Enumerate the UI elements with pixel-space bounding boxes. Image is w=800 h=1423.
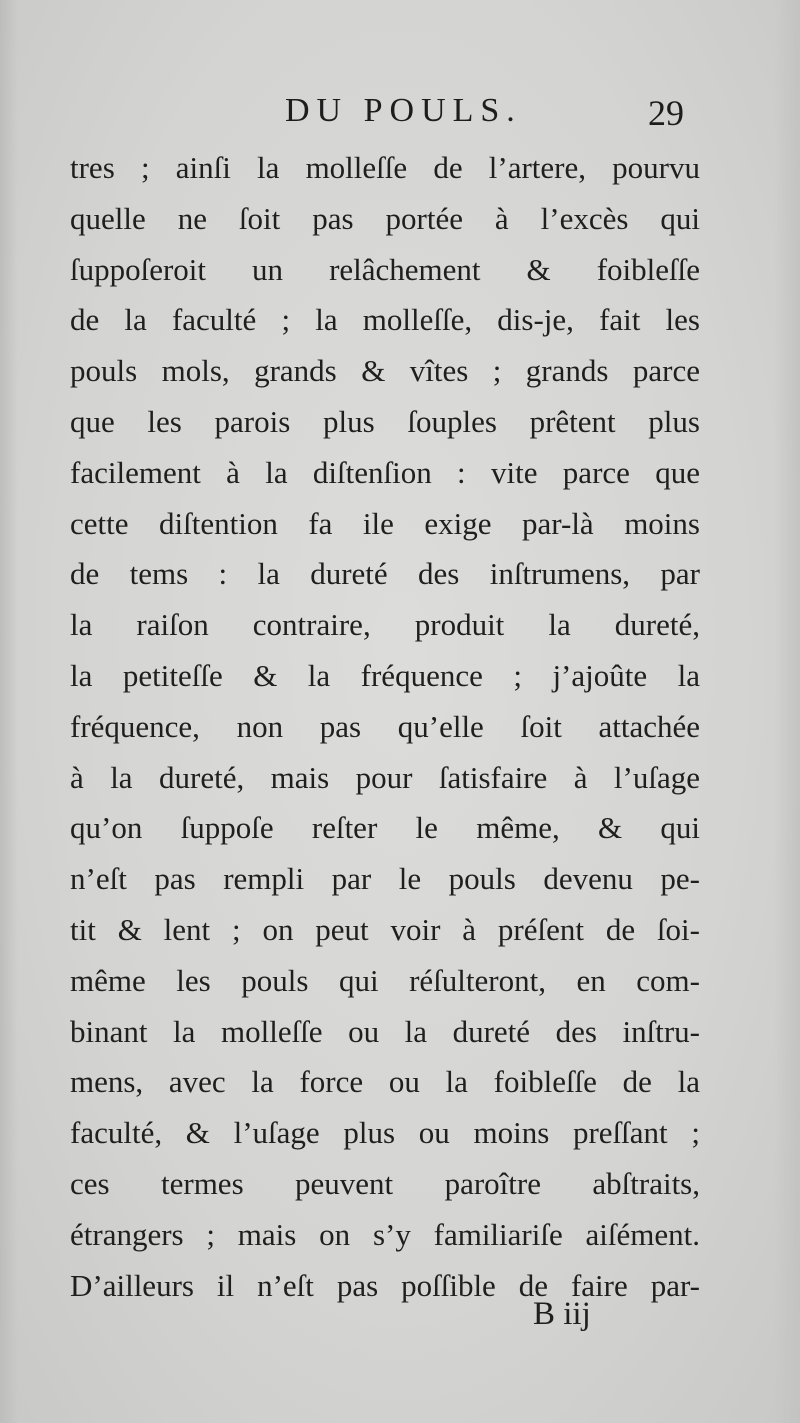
running-title: DU POULS.: [285, 92, 522, 129]
text-line: faculté, & l’uſage plus ou moins preſſant ;: [70, 1115, 700, 1151]
text-line: à la dureté, mais pour ſatisfaire à l’uſage: [70, 759, 700, 795]
text-line: qu’on ſuppoſe reſter le même, & qui: [70, 810, 700, 846]
text-line: pouls mols, grands & vîtes ; grands parce: [70, 353, 700, 389]
text-line: tres ; ainſi la molleſſe de l’artere, pourvu: [70, 150, 700, 185]
text-line: facilement à la diſtenſion : vite parce que: [70, 454, 700, 490]
text-line: la raiſon contraire, produit la dureté,: [70, 607, 700, 643]
text-line: ſuppoſeroit un relâchement & foibleſſe: [70, 251, 700, 287]
running-head: [0, 92, 800, 142]
body-text: [70, 143, 700, 1311]
text-line: mens, avec la force ou la foibleſſe de la: [70, 1064, 700, 1100]
page-edge-shadow-right: [774, 0, 800, 1423]
text-line: de tems : la dureté des inſtrumens, par: [70, 556, 700, 592]
text-line: que les parois plus ſouples prêtent plus: [70, 403, 700, 439]
text-line: étrangers ; mais on s’y familiariſe aiſément.: [70, 1216, 700, 1252]
text-line: tit & lent ; on peut voir à préſent de ſoi-: [70, 911, 700, 947]
text-line: quelle ne ſoit pas portée à l’excès qui: [70, 200, 700, 236]
page-number: 29: [648, 93, 684, 133]
text-line: ces termes peuvent paroître abſtraits,: [70, 1165, 700, 1201]
page-edge-shadow-left: [0, 0, 18, 1423]
text-line: D’ailleurs il n’eſt pas poſſible de faire par-: [70, 1267, 700, 1303]
signature-mark: B iij: [533, 1296, 591, 1332]
text-line: n’eſt pas rempli par le pouls devenu pe-: [70, 861, 700, 897]
text-line: de la faculté ; la molleſſe, dis-je, fait les: [70, 302, 700, 338]
text-line: fréquence, non pas qu’elle ſoit attachée: [70, 708, 700, 744]
text-line: cette diſtention fa ile exige par-là moins: [70, 505, 700, 541]
text-line: la petiteſſe & la fréquence ; j’ajoûte la: [70, 657, 700, 693]
text-line: binant la molleſſe ou la dureté des inſtru-: [70, 1013, 700, 1049]
text-line: même les pouls qui réſulteront, en com-: [70, 962, 700, 998]
